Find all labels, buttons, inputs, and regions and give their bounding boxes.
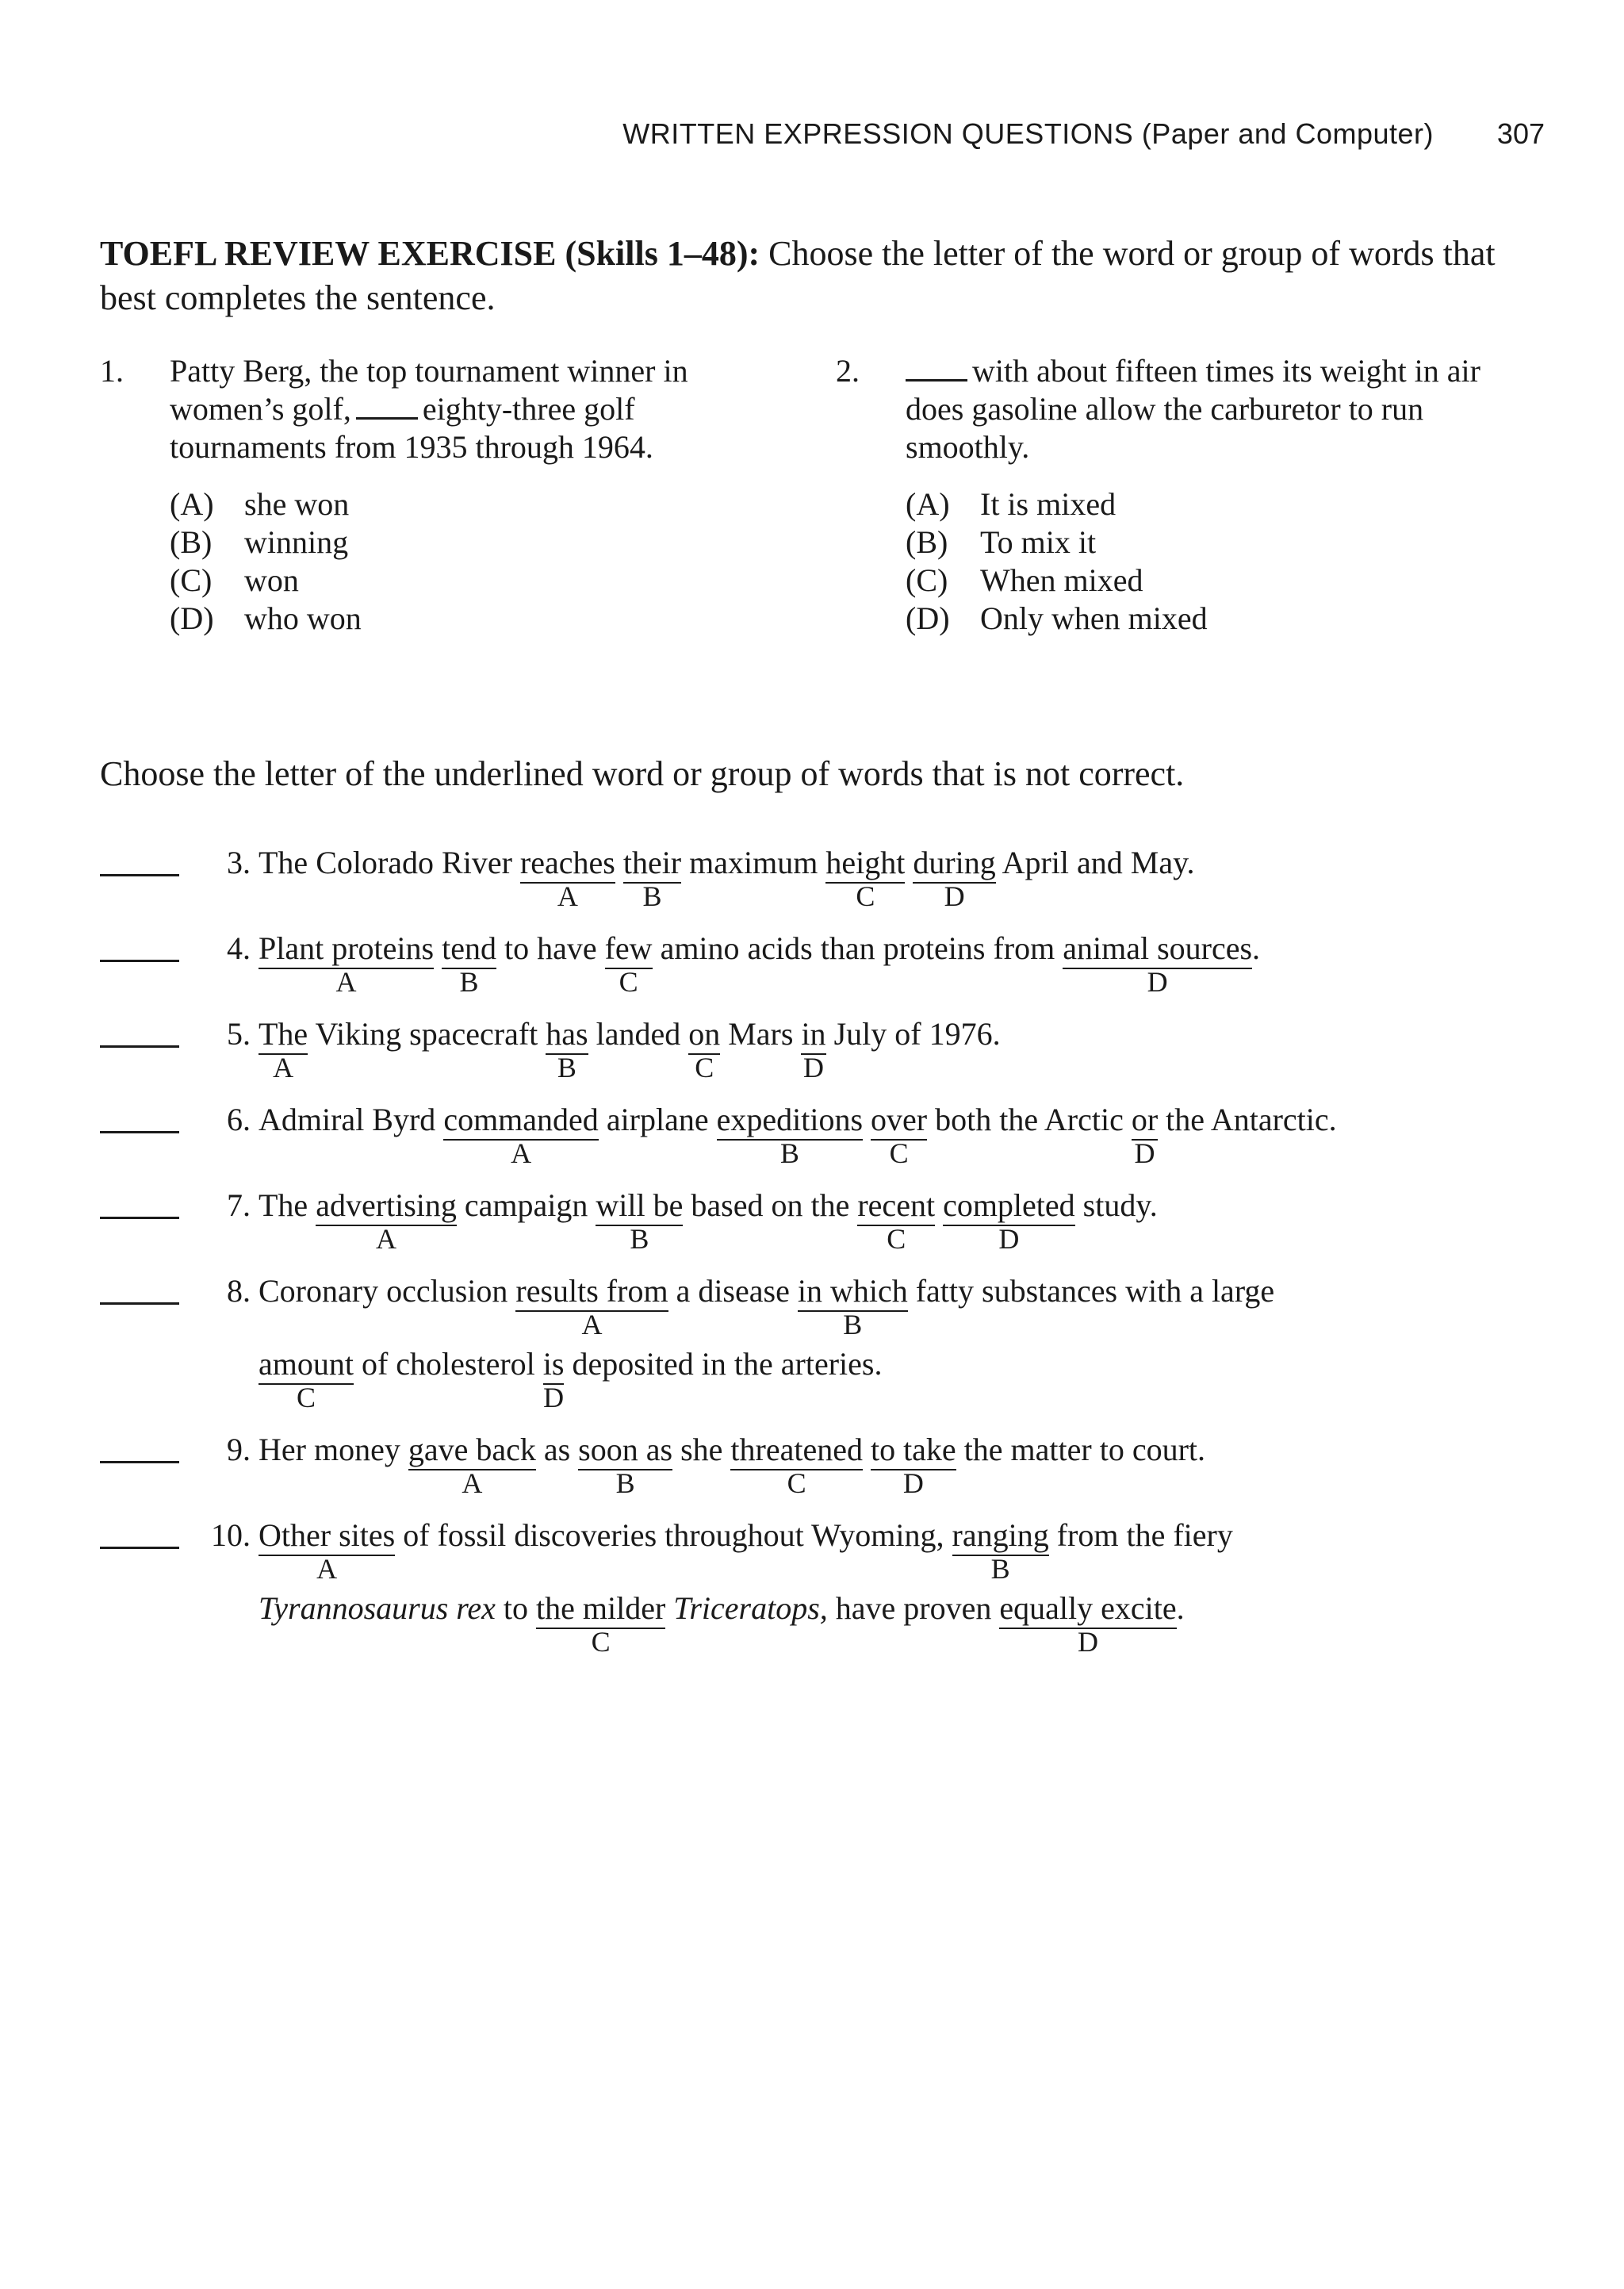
instructions-error-identification: Choose the letter of the underlined word or group of words that is not correct.: [100, 754, 1185, 793]
underlined-b[interactable]: will be B: [596, 1187, 684, 1255]
question-2: [836, 352, 1549, 654]
option-b[interactable]: (B) To mix it: [906, 524, 1097, 560]
answer-blank: [356, 393, 418, 420]
underlined-b[interactable]: tend B: [442, 930, 496, 998]
question-1: [100, 352, 782, 654]
answer-line[interactable]: [100, 1131, 179, 1133]
underlined-a[interactable]: Plant proteins A: [259, 930, 435, 998]
underlined-c[interactable]: on C: [688, 1016, 721, 1083]
answer-line[interactable]: [100, 960, 179, 962]
option-c[interactable]: (C) won: [170, 562, 299, 598]
underlined-d[interactable]: during D: [913, 845, 996, 912]
options-list: [170, 485, 362, 638]
underlined-a[interactable]: results from A: [515, 1273, 668, 1340]
underlined-c[interactable]: over C: [871, 1102, 928, 1169]
underlined-d[interactable]: completed D: [943, 1187, 1075, 1255]
question-sentence: Admiral Byrd commanded A airplane expeditions B over C both the Arctic or D the Antarctic.: [259, 1102, 1337, 1169]
underlined-b[interactable]: soon as B: [578, 1432, 673, 1499]
option-b[interactable]: (B) winning: [170, 524, 349, 560]
answer-line[interactable]: [100, 1045, 179, 1048]
option-d[interactable]: (D) who won: [170, 600, 362, 636]
option-a[interactable]: (A) It is mixed: [906, 486, 1116, 522]
question-stem: with about fifteen times its weight in air does gasoline allow the carburetor to run smoothly.: [906, 353, 1480, 465]
underlined-b[interactable]: expeditions B: [716, 1102, 864, 1169]
question-sentence-line-2: Tyrannosaurus rex to the milder C Triceratops, have proven equally excite D .: [259, 1590, 1185, 1658]
running-header: [0, 117, 1624, 165]
answer-line[interactable]: [100, 874, 179, 876]
question-sentence: The Colorado River reaches A their B maximum height C during D April and May.: [259, 845, 1195, 912]
answer-line[interactable]: [100, 1461, 179, 1463]
underlined-a[interactable]: reaches A: [519, 845, 615, 912]
question-sentence-line-1: Coronary occlusion results from A a disease in which B fatty substances with a large: [259, 1273, 1275, 1340]
question-number: 1.: [100, 353, 124, 389]
question-sentence-line-2: amount C of cholesterol is D deposited in the arteries.: [259, 1346, 883, 1413]
question-stem: Patty Berg, the top tournament winner in women’s golf, eighty-three golf tournaments from 1935 through 1964.: [170, 353, 688, 465]
underlined-c[interactable]: height C: [825, 845, 906, 912]
answer-blank: [906, 355, 967, 382]
underlined-a[interactable]: Other sites A: [259, 1517, 396, 1585]
question-number: 3.: [227, 845, 251, 880]
exercise-heading: TOEFL REVIEW EXERCISE (Skills 1–48):: [100, 234, 760, 273]
underlined-c[interactable]: threatened C: [730, 1432, 863, 1499]
question-number: 5.: [227, 1016, 251, 1052]
underlined-d[interactable]: equally excite D: [999, 1590, 1177, 1658]
underlined-b[interactable]: in which B: [797, 1273, 908, 1340]
answer-line[interactable]: [100, 1547, 179, 1549]
option-d[interactable]: (D) Only when mixed: [906, 600, 1208, 636]
question-sentence: The advertising A campaign will be B based on the recent C completed D study.: [259, 1187, 1158, 1255]
question-number: 6.: [227, 1102, 251, 1137]
answer-line[interactable]: [100, 1302, 179, 1305]
question-sentence-line-1: Other sites A of fossil discoveries throughout Wyoming, ranging B from the fiery: [259, 1517, 1233, 1585]
underlined-d[interactable]: animal sources D: [1063, 930, 1253, 998]
instructions-text: Choose the letter of the word or group of words that best completes the sentence.: [100, 234, 1496, 317]
underlined-a[interactable]: The A: [259, 1016, 308, 1083]
underlined-b[interactable]: has B: [546, 1016, 588, 1083]
answer-line[interactable]: [100, 1217, 179, 1219]
underlined-a[interactable]: advertising A: [316, 1187, 457, 1255]
header-title: WRITTEN EXPRESSION QUESTIONS (Paper and Computer): [622, 117, 1434, 150]
underlined-c[interactable]: few C: [604, 930, 653, 998]
question-number: 9.: [227, 1432, 251, 1467]
question-sentence: The A Viking spacecraft has B landed on C Mars in D July of 1976.: [259, 1016, 1001, 1083]
underlined-d[interactable]: to take D: [870, 1432, 956, 1499]
underlined-b[interactable]: their B: [622, 845, 682, 912]
question-sentence: Plant proteins A tend B to have few C amino acids than proteins from animal sources D .: [259, 930, 1261, 998]
underlined-c[interactable]: amount C: [259, 1346, 354, 1413]
question-number: 2.: [836, 353, 860, 389]
underlined-d[interactable]: in D: [801, 1016, 826, 1083]
underlined-d[interactable]: is D: [542, 1346, 565, 1413]
option-c[interactable]: (C) When mixed: [906, 562, 1143, 598]
question-number: 4.: [227, 930, 251, 966]
question-number: 8.: [227, 1273, 251, 1309]
question-sentence: Her money gave back A as soon as B she threatened C to take D the matter to court.: [259, 1432, 1206, 1499]
option-a[interactable]: (A) she won: [170, 486, 350, 522]
instructions-completion: [100, 232, 1527, 320]
underlined-a[interactable]: gave back A: [408, 1432, 536, 1499]
underlined-b[interactable]: ranging B: [952, 1517, 1049, 1585]
underlined-a[interactable]: commanded A: [443, 1102, 599, 1169]
underlined-c[interactable]: the milder C: [536, 1590, 666, 1658]
page-number: 307: [1496, 117, 1545, 150]
options-list: [906, 485, 1208, 638]
question-number: 10.: [211, 1517, 251, 1553]
underlined-d[interactable]: or D: [1131, 1102, 1159, 1169]
question-number: 7.: [227, 1187, 251, 1223]
underlined-c[interactable]: recent C: [857, 1187, 936, 1255]
